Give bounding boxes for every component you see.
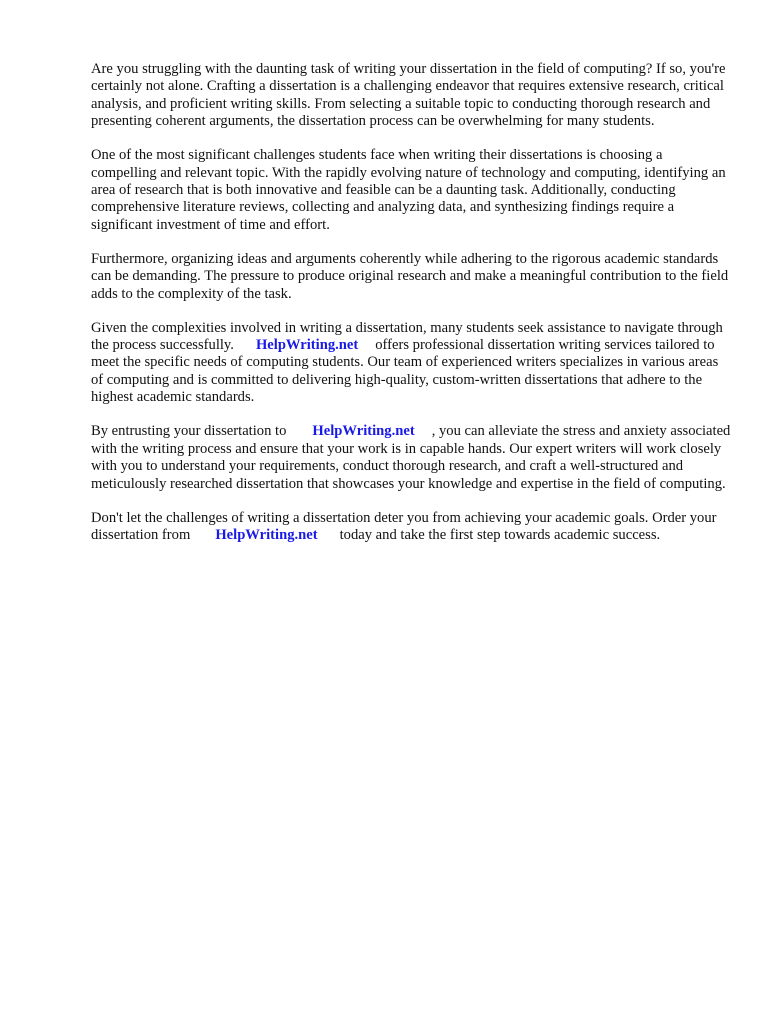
paragraph-closing-before: Don't let the challenges of writing a dissertation deter you from achieving your academic goals. Order your dissertation from [91,509,717,543]
paragraph-organizing: Furthermore, organizing ideas and arguments coherently while adhering to the rigorous academic standards can be demanding. The pressure to produce original research and make a meaningful contribution to the field adds to the complexity of the task. [91,250,729,302]
paragraph-intro: Are you struggling with the daunting task of writing your dissertation in the field of computing? If so, you're certainly not alone. Crafting a dissertation is a challenging endeavor that requires extensive research, critical analysis, and proficient writing skills. From selecting a suitable topic to conducting thorough research and presenting coherent arguments, the dissertation process can be overwhelming for many students. [91,61,726,130]
paragraph-closing-after: today and take the first step towards academic success. [339,526,661,543]
paragraph-entrusting [91,423,731,493]
document-body [91,61,731,561]
paragraph-challenges: One of the most significant challenges students face when writing their dissertations is choosing a compelling and relevant topic. With the rapidly evolving nature of technology and computing, identifying an area of research that is both innovative and feasible can be a daunting task. Additionally, conducting comprehensive literature reviews, collecting and analyzing data, and synthesizing findings require a significant investment of time and effort. [91,147,726,233]
helpwriting-link[interactable]: HelpWriting.net [255,337,359,354]
paragraph-assistance [91,320,731,407]
helpwriting-link[interactable]: HelpWriting.net [312,423,415,440]
paragraph-entrusting-before: By entrusting your dissertation to [91,423,287,440]
paragraph-closing [91,510,731,545]
paragraph-entrusting-after: , you can alleviate the stress and anxiety associated with the writing process and ensure that your work is in capable hands. Our expert writers will work closely with you to understand your requirements, conduct thorough research, and craft a well-structured and meticulously researched dissertation that showcases your knowledge and expertise in the field of computing. [91,423,731,492]
helpwriting-link[interactable]: HelpWriting.net [215,526,318,543]
paragraph-assistance-before: Given the complexities involved in writing a dissertation, many students seek assistance to navigate through the process successfully. [91,319,723,354]
paragraph-assistance-after: offers professional dissertation writing services tailored to meet the specific needs of computing students. Our team of experienced writers specializes in various areas of computing and is committed to delivering high-quality, custom-written dissertations that adhere to the highest academic standards. [91,337,719,406]
